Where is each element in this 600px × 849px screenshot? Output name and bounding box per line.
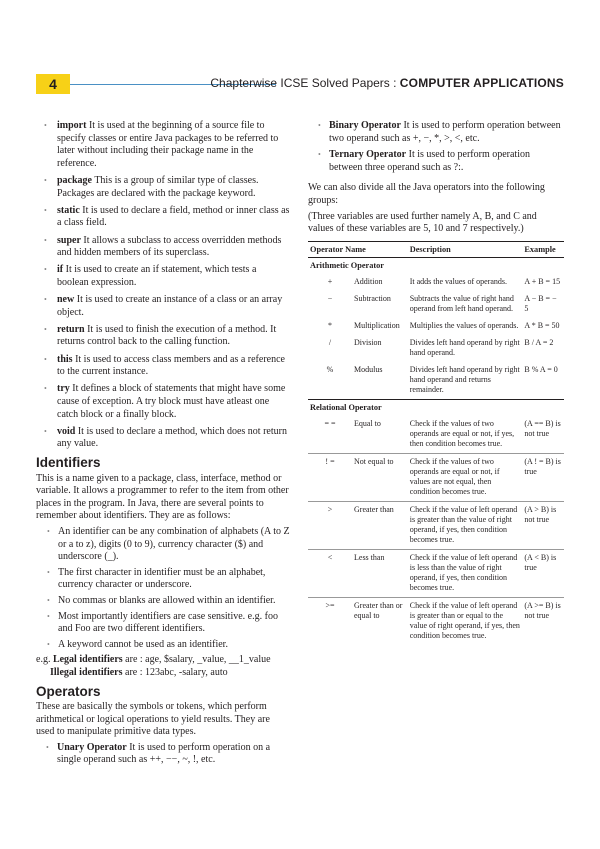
keyword-term: if (57, 264, 64, 276)
identifiers-heading: Identifiers (36, 455, 101, 470)
keyword-desc: It defines a block of statements that might have some cause of exception. A try block must have atleast one catch block or a finally block. (57, 383, 286, 420)
operator-description: Divides left hand operand by right hand operand and returns remainder. (409, 364, 520, 394)
table-row (308, 416, 564, 454)
table-row (308, 597, 564, 645)
table-row (308, 362, 564, 400)
operator-symbol: − (327, 293, 333, 303)
keyword-item (36, 294, 290, 319)
operator-symbol: ! = (308, 453, 352, 501)
keyword-term: package (57, 174, 92, 186)
keyword-desc: It is used to create an if statement, which tests a boolean expression. (57, 264, 257, 288)
col-header-description: Description (408, 241, 523, 257)
book-title (210, 76, 564, 90)
relational-group (308, 399, 564, 645)
table-row (308, 274, 564, 291)
keyword-list (36, 120, 290, 451)
legal-prefix: e.g. (36, 654, 53, 666)
legal-label: Legal identifiers (52, 654, 123, 666)
list-item: • A keyword cannot be used as an identifier. (36, 639, 290, 652)
book-subject: COMPUTER APPLICATIONS (399, 76, 564, 90)
operator-description: Check if the values of two operands are equal or not, if yes, then condition becomes true. (409, 418, 515, 448)
relational-title: Relational Operator (308, 399, 564, 416)
keyword-term: void (57, 425, 76, 437)
keyword-desc: It is used to access class members and as a reference to the current instance. (57, 353, 285, 378)
operator-description: Check if the values of two operands are equal or not, if values are not equal, then condition becomes true. (408, 453, 523, 501)
operator-symbol: + (327, 276, 333, 286)
table-row (308, 453, 564, 501)
keyword-term: this (57, 353, 73, 365)
ternary-operator-item (308, 149, 564, 174)
table-row (308, 501, 564, 549)
operator-description: Multiplies the values of operands. (409, 320, 519, 330)
operator-description: Divides left hand operand by right hand operand. (409, 337, 520, 357)
keyword-term: return (57, 323, 85, 335)
operator-description: Check if the value of left operand is greater than the value of right operand, if yes, then condition becomes true. (408, 501, 523, 549)
keyword-item (36, 120, 290, 170)
keyword-desc: It is used to declare a field, method or inner class as a class field. (57, 204, 290, 229)
table-row (308, 291, 564, 318)
list-item: • An identifier can be any combination of alphabets (A to Z or a to z), digits (0 to 9), currency character ($) and underscore (_). (36, 526, 290, 564)
operator-example: (A >= B) is not true (522, 597, 564, 645)
operator-symbol: >= (308, 597, 352, 645)
table-row (308, 335, 564, 362)
col-header-example: Example (522, 241, 564, 257)
unary-desc: It is used to perform operation on a single operand such as ++, −−, ~, !, etc. (57, 741, 271, 766)
table-row (308, 549, 564, 597)
operator-example: (A < B) is true (522, 549, 564, 597)
operator-description: Check if the value of left operand is less than the value of right operand, if yes, then condition becomes true. (408, 549, 523, 597)
illegal-identifiers (50, 667, 290, 680)
list-item: • Most importantly identifiers are case sensitive. e.g. foo and Foo are two different identifiers. (36, 611, 290, 636)
operators-heading: Operators (36, 683, 101, 699)
operator-example: (A ! = B) is true (522, 453, 564, 501)
keyword-item (36, 354, 290, 379)
operator-symbol: / (328, 337, 332, 347)
keyword-item (36, 175, 290, 200)
unary-operator-item (36, 742, 290, 767)
keyword-desc: This is a group of similar type of classes. Packages are declared with the package keyword. (57, 174, 259, 199)
operator-symbol: * (328, 320, 332, 330)
operator-name: Subtraction (354, 293, 391, 303)
operator-example: A − B = − 5 (524, 293, 557, 313)
operator-symbol: = = (324, 418, 336, 428)
operator-symbol: > (308, 501, 352, 549)
keyword-term: static (57, 204, 80, 216)
operator-name: Greater than or equal to (352, 597, 408, 645)
keyword-desc: It allows a subclass to access overridden methods and hidden members of its superclass. (57, 234, 282, 259)
keyword-term: new (57, 294, 75, 306)
identifiers-intro: This is a name given to a package, class, interface, method or variable. It allows a programmer to refer to the item from other places in the program. In Java, there are several points to remember about identifiers. They are as follows: (36, 472, 289, 522)
operator-name: Addition (354, 276, 383, 286)
keyword-item (36, 205, 290, 230)
unary-term: Unary Operator (57, 741, 127, 753)
keyword-desc: It is used to create an instance of a class or an array object. (57, 294, 283, 318)
operator-example: (A > B) is not true (522, 501, 564, 549)
operator-example: B % A = 0 (524, 364, 558, 374)
operator-symbol: % (326, 364, 334, 374)
arithmetic-title: Arithmetic Operator (310, 260, 384, 270)
list-item: • No commas or blanks are allowed within an identifier. (36, 595, 290, 608)
binary-term: Binary Operator (329, 120, 401, 131)
operator-example: B / A = 2 (524, 337, 554, 347)
keyword-item (36, 235, 290, 260)
binary-operator-item (308, 120, 564, 145)
operator-name: Greater than (352, 501, 408, 549)
operator-name: Not equal to (352, 453, 408, 501)
arithmetic-group (308, 257, 564, 399)
table-row (308, 318, 564, 335)
keyword-desc: It is used to finish the execution of a method. It returns control back to the calling function. (57, 323, 277, 348)
operator-name: Multiplication (354, 320, 400, 330)
keyword-item (36, 324, 290, 349)
operators-intro: These are basically the symbols or tokens, which perform arithmetical or logical operations to yield results. They are used to manipulate primitive data types. (36, 701, 270, 738)
keyword-item (36, 264, 290, 289)
operator-description: It adds the values of operands. (409, 276, 508, 286)
operator-description: Subtracts the value of right hand operand from left hand operand. (409, 293, 514, 313)
groups-text: We can also divide all the Java operators into the following groups: (308, 182, 545, 206)
operator-name: Equal to (354, 418, 381, 428)
operator-example: (A == B) is not true (524, 418, 561, 438)
ternary-term: Ternary Operator (329, 149, 407, 161)
book-title-text: Chapterwise ICSE Solved Papers : (210, 76, 400, 90)
keyword-desc: It is used to declare a method, which does not return any value. (57, 425, 287, 450)
illegal-values: are : 123abc, -salary, auto (122, 666, 228, 678)
keyword-term: try (57, 383, 70, 395)
keyword-item (36, 383, 290, 421)
operator-symbol: < (308, 549, 352, 597)
operator-example: A * B = 50 (524, 320, 560, 330)
keyword-term: super (57, 234, 81, 246)
ternary-desc: It is used to perform operation between three operand such as ?:. (329, 149, 530, 173)
operator-description: Check if the value of left operand is greater than or equal to the value of right operand, if yes, then condition becomes true. (408, 597, 523, 645)
operator-name: Division (354, 337, 382, 347)
left-column (36, 120, 290, 771)
keyword-item (36, 426, 290, 451)
page-number: 4 (36, 74, 70, 94)
page-header (36, 74, 564, 94)
keyword-term: import (57, 120, 87, 131)
binary-desc: It is used to perform operation between two operand such as +, −, *, >, <, etc. (329, 120, 561, 144)
col-header-operator-name: Operator Name (308, 241, 408, 257)
operator-example: A + B = 15 (524, 276, 561, 286)
operators-table (308, 241, 564, 645)
legal-identifiers (36, 654, 290, 667)
operator-name: Less than (352, 549, 408, 597)
keyword-desc: It is used at the beginning of a source file to specify classes or entire Java packages to be referred to later without including their package name in the reference. (57, 120, 279, 169)
list-item: • The first character in identifier must be an alphabet, currency character or underscore. (36, 567, 290, 592)
illegal-label: Illegal identifiers (50, 666, 123, 678)
operator-name: Modulus (354, 364, 383, 374)
identifier-points (36, 526, 290, 651)
right-column (308, 120, 564, 645)
variables-text: (Three variables are used further namely A, B, and C and values of these variables are 5, 10 and 7 respectively.) (308, 210, 537, 235)
legal-values: are : age, $salary, _value, __1_value (122, 654, 271, 666)
